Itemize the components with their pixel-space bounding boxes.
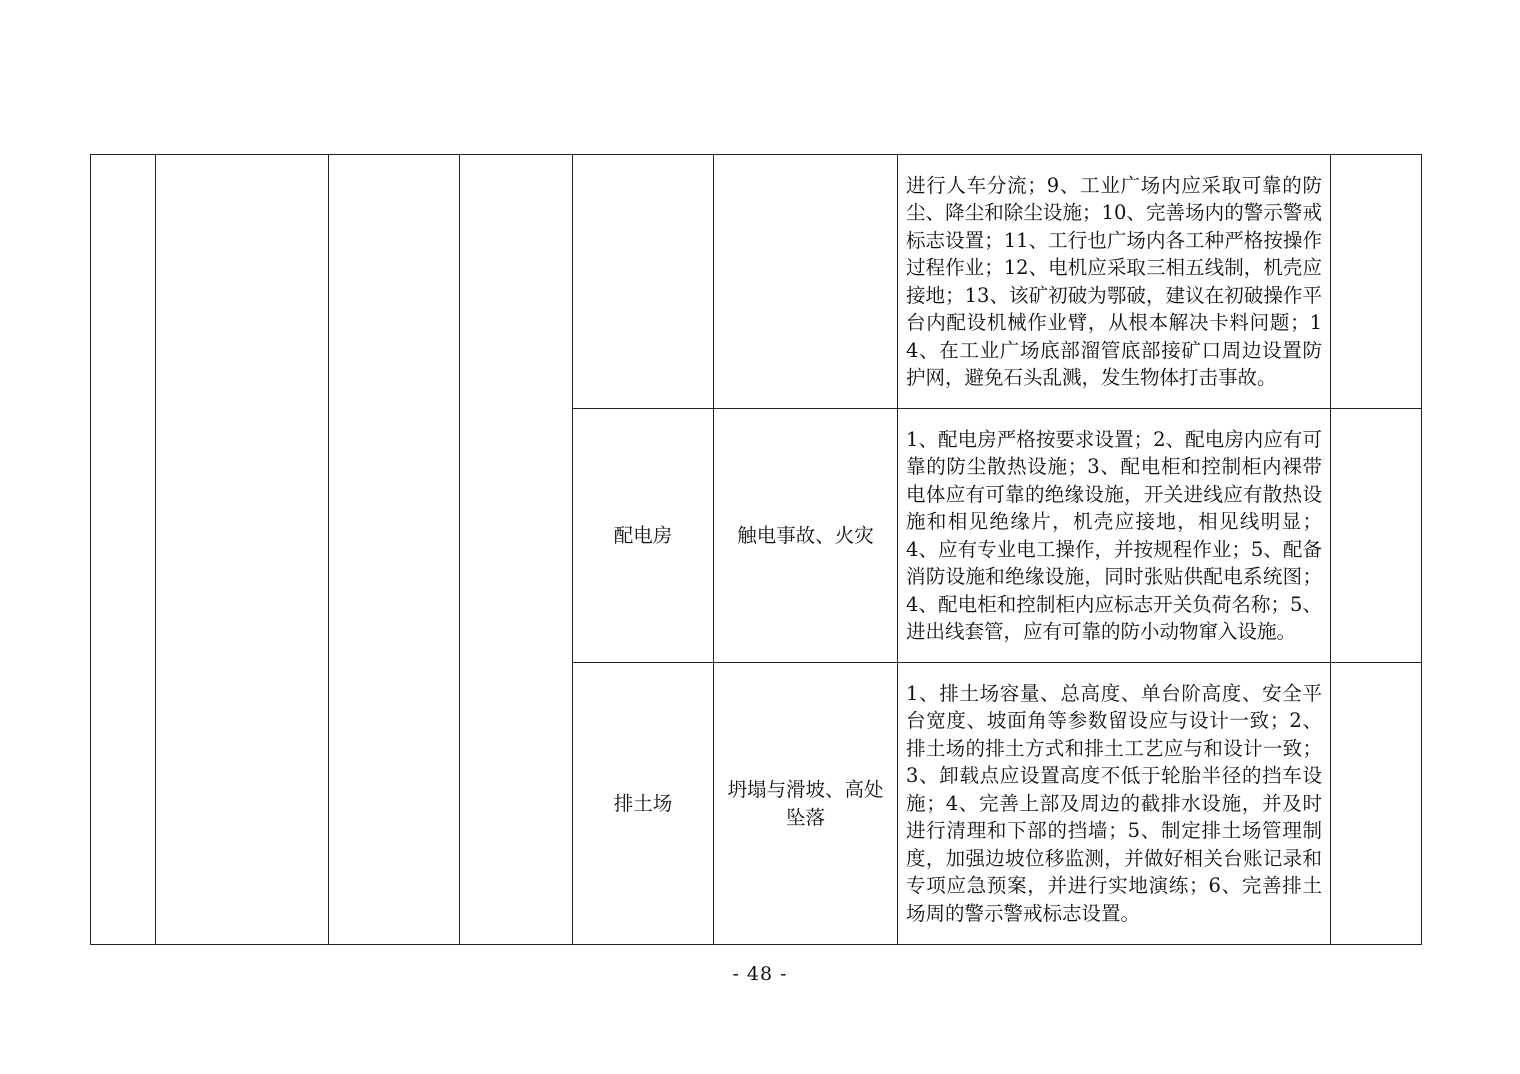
hazard-cell: 触电事故、火灾 xyxy=(714,409,898,663)
location-cell: 配电房 xyxy=(573,409,714,663)
remarks-cell xyxy=(1331,409,1422,663)
page-number: - 48 - xyxy=(732,963,788,985)
remarks-cell xyxy=(1331,155,1422,409)
remarks-cell xyxy=(1331,663,1422,945)
measures-cell: 进行人车分流；9、工业广场内应采取可靠的防尘、降尘和除尘设施；10、完善场内的警示警戒标志设置；11、工行也广场内各工种严格按操作过程作业；12、电机应采取三相五线制，机壳应接地；13、该矿初破为鄂破，建议在初破操作平台内配设机械作业臂，从根本解决卡料问题；14、在工业广场底部溜管底部接矿口周边设置防护网，避免石头乱溅，发生物体打击事故。 xyxy=(898,155,1331,409)
hazard-cell xyxy=(714,155,898,409)
location-cell: 排土场 xyxy=(573,663,714,945)
col-1-cell xyxy=(91,155,156,945)
hazard-cell: 坍塌与滑坡、高处坠落 xyxy=(714,663,898,945)
col-3-cell xyxy=(329,155,460,945)
location-cell xyxy=(573,155,714,409)
col-2-cell xyxy=(156,155,329,945)
risk-control-table xyxy=(90,154,1422,945)
measures-cell: 1、排土场容量、总高度、单台阶高度、安全平台宽度、坡面角等参数留设应与设计一致；2、排土场的排土方式和排土工艺应与和设计一致；3、卸载点应设置高度不低于轮胎半径的挡车设施；4、完善上部及周边的截排水设施，并及时进行清理和下部的挡墙；5、制定排土场管理制度，加强边坡位移监测，并做好相关台账记录和专项应急预案，并进行实地演练；6、完善排土场周的警示警戒标志设置。 xyxy=(898,663,1331,945)
col-4-cell xyxy=(460,155,573,945)
table-row xyxy=(91,155,1422,409)
measures-cell: 1、配电房严格按要求设置；2、配电房内应有可靠的防尘散热设施；3、配电柜和控制柜内裸带电体应有可靠的绝缘设施，开关进线应有散热设施和相见绝缘片，机壳应接地，相见线明显；4、应有专业电工操作，并按规程作业；5、配备消防设施和绝缘设施，同时张贴供配电系统图；4、配电柜和控制柜内应标志开关负荷名称；5、进出线套管，应有可靠的防小动物窜入设施。 xyxy=(898,409,1331,663)
